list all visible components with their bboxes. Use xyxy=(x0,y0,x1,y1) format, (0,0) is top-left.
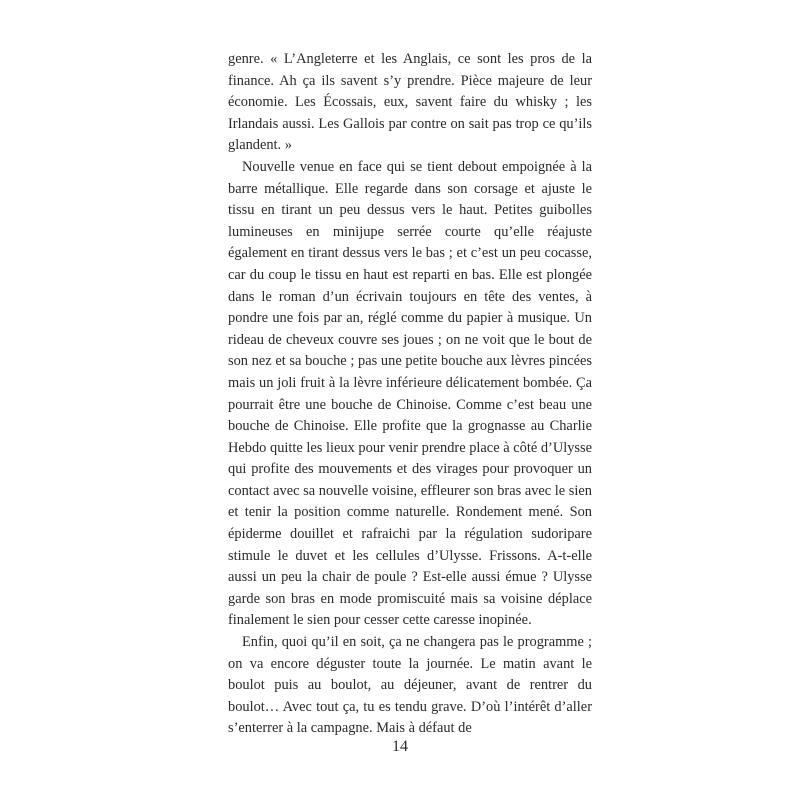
page-number: 14 xyxy=(392,738,408,755)
paragraph: genre. « L’Angleterre et les Anglais, ce sont les pros de la finance. Ah ça ils savent s’y prendre. Pièce majeure de leur économie. Les Écossais, eux, savent faire du whisky ; les Irlandais aussi. Les Gallois par contre on sait pas trop ce qu’ils glandent. » xyxy=(228,51,592,154)
paragraph: Enfin, quoi qu’il en soit, ça ne changera pas le programme ; on va encore déguster toute la journée. Le matin avant le boulot puis au boulot, au déjeuner, avant de rentrer du boulot… Avec tout ça, tu es tendu grave. D’où l’intérêt d’aller s’enterrer à la campagne. Mais à défaut de xyxy=(228,634,592,737)
paragraph: Nouvelle venue en face qui se tient debout empoignée à la barre métallique. Elle regarde dans son corsage et ajuste le tissu en tirant un peu dessus vers le haut. Petites guibolles lumineuses en minijupe serrée courte qu’elle réajuste également en tirant dessus vers le bas ; et c’est un peu cocasse, car du coup le tissu en haut est reparti en bas. Elle est plongée dans le roman d’un écrivain toujours en tête des ventes, à pondre une fois par an, réglé comme du papier à musique. Un rideau de cheveux couvre ses joues ; on ne voit que le bout de son nez et sa bouche ; pas une petite bouche aux lèvres pincées mais un joli fruit à la lèvre inférieure délicatement bombée. Ça pourrait être une bouche de Chinoise. Comme c’est beau une bouche de Chinoise. Elle profite que la grognasse au Charlie Hebdo quitte les lieux pour venir prendre place à côté d’Ulysse qui profite des mouvements et des virages pour provoquer un contact avec sa nouvelle voisine, effleurer son bras avec le sien et tenir la position comme naturelle. Rondement mené. Son épiderme douillet et rafraichi par la régulation sudoripare stimule le duvet et les cellules d’Ulysse. Frissons. A-t-elle aussi un peu la chair de poule ? Est-elle aussi émue ? Ulysse garde son bras en mode promiscuité mais sa voisine déplace finalement le sien pour cesser cette caresse inopinée. xyxy=(228,158,592,629)
page-body xyxy=(228,49,592,740)
